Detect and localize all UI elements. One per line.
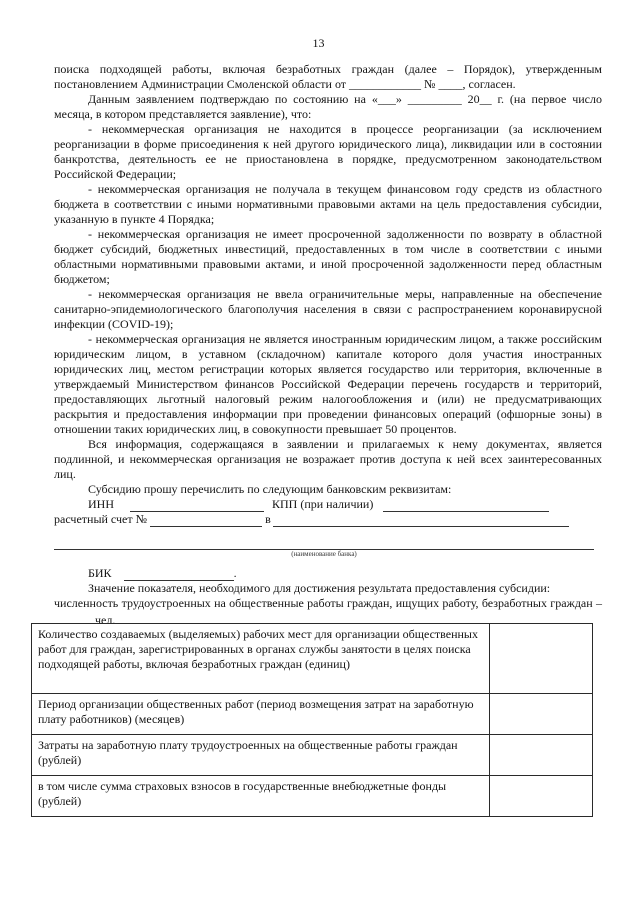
- row-value[interactable]: [490, 735, 593, 776]
- account-line: [54, 512, 602, 527]
- account-field[interactable]: [150, 514, 262, 527]
- indicator-section: [54, 566, 602, 628]
- bik-field[interactable]: [124, 568, 234, 581]
- paragraph-bank-details-intro: Субсидию прошу перечислить по следующим банковским реквизитам:: [88, 482, 452, 496]
- document-body: [54, 62, 602, 527]
- bank-name-caption: (наименование банка): [291, 550, 357, 558]
- bank-field[interactable]: [273, 514, 569, 527]
- kpp-field[interactable]: [383, 499, 549, 512]
- inn-label: ИНН: [88, 497, 114, 511]
- paragraph-no-debt: - некоммерческая организация не имеет просроченной задолженности по возврату в областной бюджет субсидий, бюджетных инвестиций, предоставленных в том числе в соответствии с иными областными нормативными правовыми актами, и иной просроченной задолженности перед областным бюджетом;: [54, 227, 602, 286]
- indicator-description: численность трудоустроенных на общественные работы граждан, ищущих работу, безработных граждан –: [54, 596, 602, 610]
- table-row: [32, 776, 593, 817]
- bik-label: БИК: [88, 566, 112, 580]
- table-row: [32, 624, 593, 694]
- row-label: Период организации общественных работ (период возмещения затрат на заработную плату работников) (месяцев): [32, 694, 490, 735]
- table-row: [32, 694, 593, 735]
- paragraph-covid: - некоммерческая организация не ввела ограничительные меры, направленные на обеспечение санитарно-эпидемиологического благополучия населения в связи с распространением коронавирусной инфекции (COVID-19);: [54, 287, 602, 331]
- row-value[interactable]: [490, 776, 593, 817]
- in-bank-label: в: [265, 512, 271, 526]
- bik-line: [54, 566, 602, 581]
- paragraph-confirm: Данным заявлением подтверждаю по состоянию на «___» _________ 20__ г. (на первое число месяца, в котором представляется заявление), что:: [54, 92, 602, 121]
- indicator-heading: Значение показателя, необходимого для достижения результата предоставления субсидии:: [88, 581, 551, 595]
- row-value[interactable]: [490, 624, 593, 694]
- indicator-unit: чел.: [95, 613, 116, 627]
- paragraph-no-budget-funds: - некоммерческая организация не получала в текущем финансовом году средств из областного бюджета в соответствии с иными нормативными правовыми актами на цель предоставления субсидии, указанную в пункте 4 Порядка;: [54, 182, 602, 226]
- paragraph-authenticity: Вся информация, содержащаяся в заявлении и прилагаемых к нему документах, является подлинной, и некоммерческая организация не возражает против доступа к ней всех заинтересованных лиц.: [54, 437, 602, 481]
- inn-kpp-line: [54, 497, 602, 512]
- paragraph-intro: поиска подходящей работы, включая безработных граждан (далее – Порядок), утвержденным постановлением Администрации Смоленской области от ____________ № ____, согласен.: [54, 62, 602, 91]
- row-label: в том числе сумма страховых взносов в государственные внебюджетные фонды (рублей): [32, 776, 490, 817]
- kpp-label: КПП (при наличии): [272, 497, 374, 511]
- table-row: [32, 735, 593, 776]
- account-label: расчетный счет №: [54, 512, 148, 526]
- row-value[interactable]: [490, 694, 593, 735]
- row-label: Количество создаваемых (выделяемых) рабочих мест для организации общественных работ для граждан, зарегистрированных в органах службы занятости в целях поиска подходящей работы, включая безработных граждан (единиц): [32, 624, 490, 694]
- row-label: Затраты на заработную плату трудоустроенных на общественные работы граждан (рублей): [32, 735, 490, 776]
- page-number: 13: [312, 36, 325, 50]
- paragraph-foreign-entity: - некоммерческая организация не является иностранным юридическим лицом, а также российским юридическим лицом, в уставном (складочном) капитале которого доля участия иностранных юридических лиц, местом регистрации которых является государство или территория, включенные в утверждаемый Министерством финансов Российской Федерации перечень государств и территорий, предоставляющих льготный налоговый режим налогообложения и (или) не предусматривающих раскрытия и предоставления информации при проведении финансовых операций (офшорные зоны) в отношении таких юридических лиц, в совокупности превышает 50 процентов.: [54, 332, 602, 436]
- paragraph-reorganization: - некоммерческая организация не находится в процессе реорганизации (за исключением реорганизации в форме присоединения к ней другого юридического лица), ликвидации или в состоянии банкротства, деятельность ее не приостановлена в порядке, предусмотренном законодательством Российской Федерации;: [54, 122, 602, 181]
- inn-field[interactable]: [130, 499, 264, 512]
- indicators-table: [31, 623, 593, 817]
- bik-end: .: [233, 566, 237, 580]
